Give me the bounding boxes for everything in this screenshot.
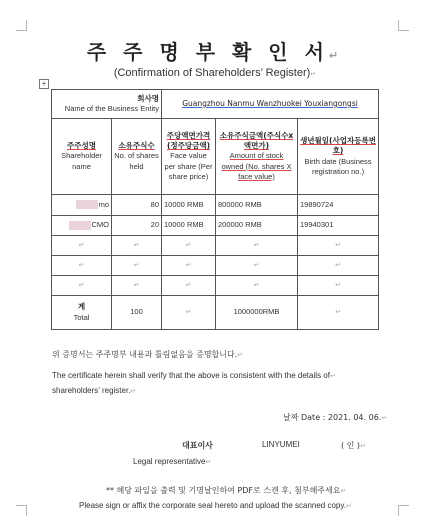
total-amount: 1000000RMB — [216, 296, 298, 330]
company-name: Guangzhou Nanmu Wanzhuokei Youxiangongsi — [182, 98, 358, 108]
representative-name: LINYUMEI — [262, 440, 300, 449]
document-subtitle — [0, 67, 430, 79]
table-move-handle-icon[interactable]: + — [39, 79, 49, 89]
face-value: 10000 RMB — [162, 216, 216, 236]
crop-mark-top-right — [398, 20, 409, 31]
representative-label-en: Legal representative↵ — [133, 457, 212, 466]
company-label-ko: 회사명 — [137, 93, 159, 103]
col-header-birth: 생년월일(사업자등록번호) Birth date (Business registration no.) — [298, 119, 379, 195]
shareholder-table — [51, 89, 379, 330]
statement-ko: 위 증명서는 주주명부 내용과 틀림없음을 증명합니다.↵ — [52, 350, 244, 359]
paragraph-mark: ↵ — [310, 71, 317, 78]
company-label-en: Name of the Business Entity — [64, 104, 159, 113]
table-row — [52, 216, 379, 236]
company-label-cell — [52, 90, 162, 119]
shareholder-name: mo — [52, 195, 112, 216]
date-line: 날짜 Date : 2021. 04. 06.↵ — [283, 413, 388, 422]
redaction-blur — [69, 221, 91, 230]
note-en: Please sign or affix the corporate seal hereto and upload the scanned copy.↵ — [79, 501, 352, 510]
col-header-amount: 소유주식금액(주식수x액면가) Amount of stock owned (No. shares X face value) — [216, 119, 298, 195]
total-row: 계 Total 100 ↵ 1000000RMB ↵ — [52, 296, 379, 330]
note-ko: ** 해당 파일을 출력 및 기명날인하여 PDF로 스캔 후, 첨부해주세요↵ — [106, 486, 347, 495]
birth-date: 19890724 — [298, 195, 379, 216]
crop-mark-top-left — [16, 20, 27, 31]
col-header-shares: 소유주식수 No. of shares held — [112, 119, 162, 195]
company-name-cell — [162, 90, 379, 119]
shares-held: 20 — [112, 216, 162, 236]
statement-en-2: shareholders’ register.↵ — [52, 386, 137, 395]
document-title — [0, 36, 430, 65]
table-row-empty: ↵ ↵ ↵ ↵ ↵ — [52, 276, 379, 296]
shares-held: 80 — [112, 195, 162, 216]
crop-mark-bottom-right — [398, 505, 409, 516]
title-en: (Confirmation of Shareholders’ Register) — [113, 67, 311, 79]
stock-amount: 800000 RMB — [216, 195, 298, 216]
total-shares: 100 — [112, 296, 162, 330]
table-row — [52, 195, 379, 216]
redaction-blur — [76, 200, 98, 209]
total-label-cell: 계 Total — [52, 296, 112, 330]
title-ko: 주 주 명 부 확 인 서 — [86, 40, 329, 64]
company-row — [52, 90, 379, 119]
stock-amount: 200000 RMB — [216, 216, 298, 236]
header-row — [52, 119, 379, 195]
seal-mark: ( 인 )↵ — [341, 441, 366, 450]
table-row-empty: ↵ ↵ ↵ ↵ ↵ — [52, 236, 379, 256]
statement-en-1: The certificate herein shall verify that the above is consistent with the details of↵ — [52, 371, 336, 380]
col-header-name: 주주성명 Shareholder name — [52, 119, 112, 195]
table-row-empty: ↵ ↵ ↵ ↵ ↵ — [52, 256, 379, 276]
shareholder-name: CMO — [52, 216, 112, 236]
col-header-face-value: 주당액면가격(정주당금액) Face value per share (Per share price) — [162, 119, 216, 195]
representative-label-ko: 대표이사 — [182, 441, 213, 450]
face-value: 10000 RMB — [162, 195, 216, 216]
crop-mark-bottom-left — [16, 505, 27, 516]
birth-date: 19940301 — [298, 216, 379, 236]
paragraph-mark: ↵ — [328, 49, 344, 62]
